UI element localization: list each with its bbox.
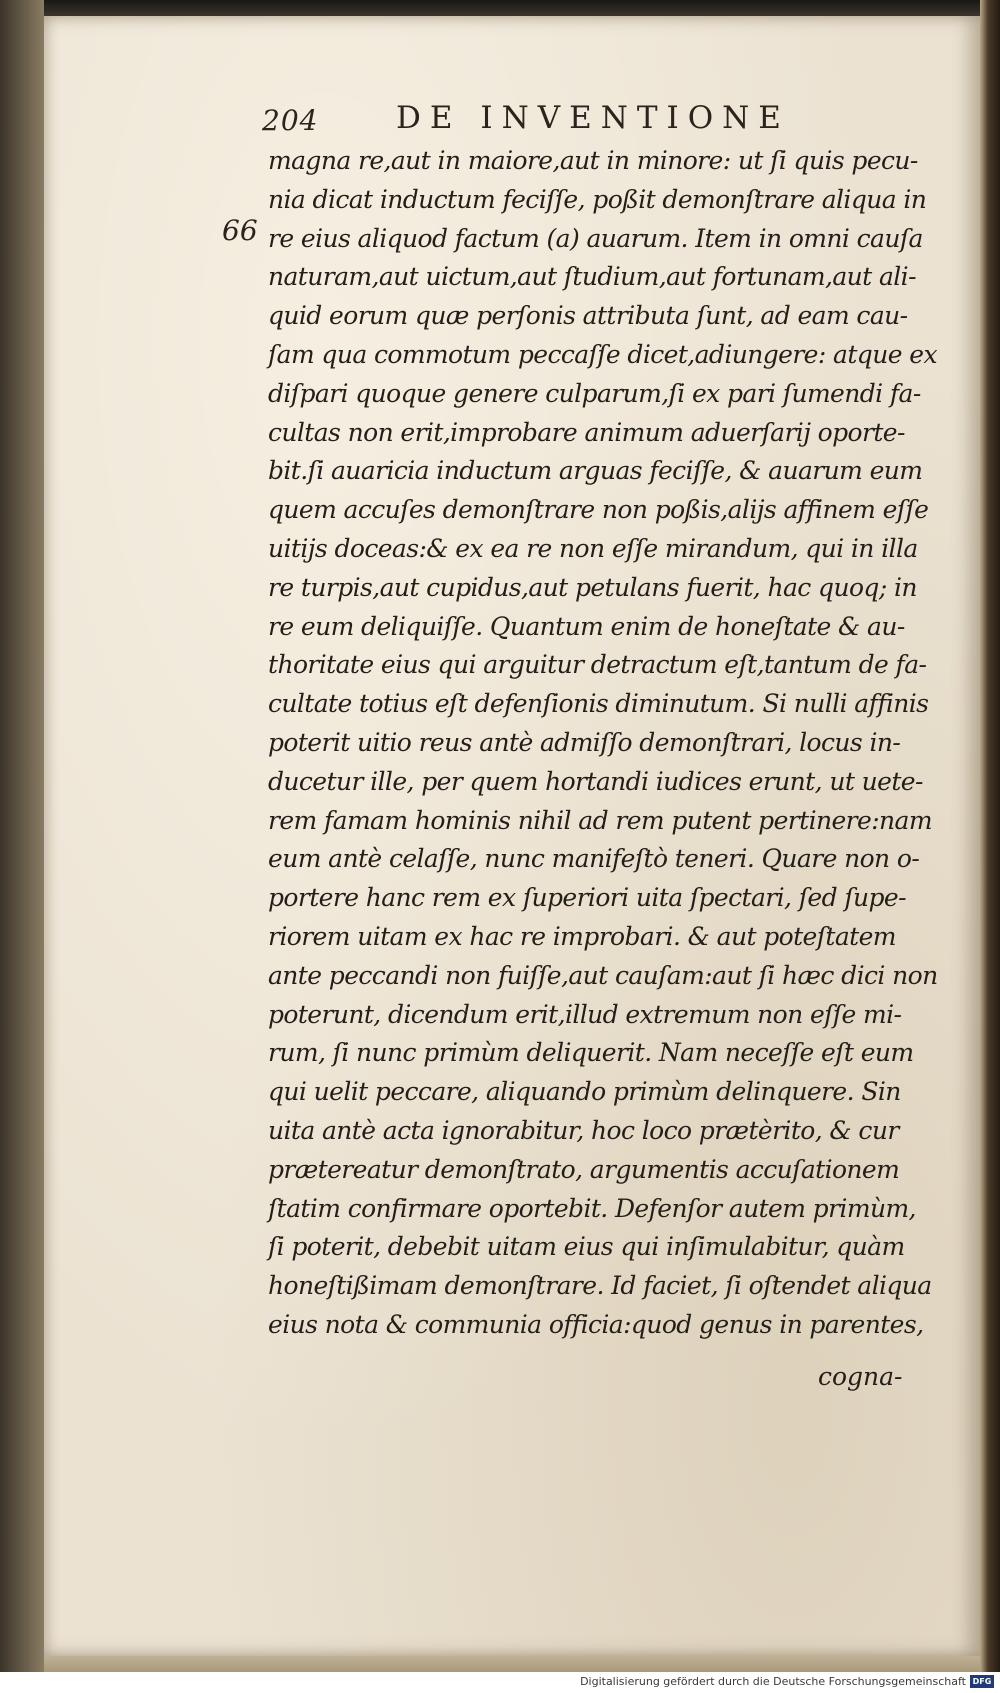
text-line: rum, ſi nunc primùm deliquerit. Nam neceſſe eſt eum xyxy=(268,1038,914,1068)
text-line: nia dicat inductum feciſſe, poßit demonſtrare aliqua in xyxy=(268,184,927,214)
text-line: naturam,aut uictum,aut ſtudium,aut fortunam,aut ali- xyxy=(268,262,916,292)
body-text xyxy=(268,142,948,1345)
catchword: cogna- xyxy=(818,1362,903,1391)
text-line: ante peccandi non fuiſſe,aut cauſam:aut ſi hæc dici non xyxy=(268,960,938,990)
marginal-note: 66 xyxy=(222,214,258,247)
text-line: qui uelit peccare, aliquando primùm delinquere. Sin xyxy=(268,1077,901,1107)
text-line: ſi poterit, debebit uitam eius qui inſimulabitur, quàm xyxy=(268,1232,905,1262)
dfg-logo[interactable]: DFG xyxy=(970,1675,994,1688)
text-line: ducetur ille, per quem hortandi iudices erunt, ut uete- xyxy=(268,766,923,796)
funding-credit: Digitalisierung gefördert durch die Deutsche Forschungsgemeinschaft xyxy=(580,1675,966,1688)
text-line: portere hanc rem ex ſuperiori uita ſpectari, ſed ſupe- xyxy=(268,883,906,913)
text-line: uitijs doceas:& ex ea re non eſſe mirandum, qui in illa xyxy=(268,533,918,563)
running-head xyxy=(262,98,822,146)
book-edge-top xyxy=(0,0,1000,16)
running-title: DE INVENTIONE xyxy=(396,100,790,136)
text-line: poterit uitio reus antè admiſſo demonſtrari, locus in- xyxy=(268,727,901,757)
book-edge-right xyxy=(980,0,1000,1672)
book-edge-left xyxy=(0,0,44,1672)
text-line: quem accuſes demonſtrare non poßis,alijs affinem eſſe xyxy=(268,495,929,525)
page-number: 204 xyxy=(262,104,319,137)
text-line: quid eorum quæ perſonis attributa ſunt, ad eam cau- xyxy=(268,301,908,331)
text-line: thoritate eius qui arguitur detractum eſt,tantum de fa- xyxy=(268,650,927,680)
text-line: cultas non erit,improbare animum aduerſarij oporte- xyxy=(268,417,905,447)
text-line: honeſtißimam demonſtrare. Id faciet, ſi oſtendet aliqua xyxy=(268,1271,932,1301)
text-line: rem famam hominis nihil ad rem putent pertinere:nam xyxy=(268,805,932,835)
text-line: magna re,aut in maiore,aut in minore: ut ſi quis pecu- xyxy=(268,146,918,175)
text-line: poterunt, dicendum erit,illud extremum non eſſe mi- xyxy=(268,999,902,1029)
text-line: re eum deliquiſſe. Quantum enim de honeſtate & au- xyxy=(268,611,905,641)
text-line: uita antè acta ignorabitur, hoc loco prætèrito, & cur xyxy=(268,1115,899,1145)
text-line: diſpari quoque genere culparum,ſi ex pari ſumendi fa- xyxy=(268,378,921,408)
text-line: cultate totius eſt defenſionis diminutum. Si nulli affinis xyxy=(268,689,929,719)
text-line: ſam qua commotum peccaſſe dicet,adiungere: atque ex xyxy=(268,339,937,369)
text-line: prætereatur demonſtrato, argumentis accuſationem xyxy=(268,1154,900,1184)
text-line: eius nota & communia officia:quod genus in parentes, xyxy=(268,1309,924,1339)
text-line: riorem uitam ex hac re improbari. & aut poteſtatem xyxy=(268,921,896,951)
footer-bar xyxy=(0,1672,1000,1693)
text-line: eum antè celaſſe, nunc manifeſtò teneri. Quare non o- xyxy=(268,844,920,874)
text-line: re eius aliquod factum (a) auarum. Item in omni cauſa xyxy=(268,223,923,253)
text-line: bit.ſi auaricia inductum arguas feciſſe, & auarum eum xyxy=(268,456,923,486)
text-line: ſtatim confirmare oportebit. Defenſor autem primùm, xyxy=(268,1193,916,1223)
text-line: re turpis,aut cupidus,aut petulans fuerit, hac quoq; in xyxy=(268,572,917,602)
